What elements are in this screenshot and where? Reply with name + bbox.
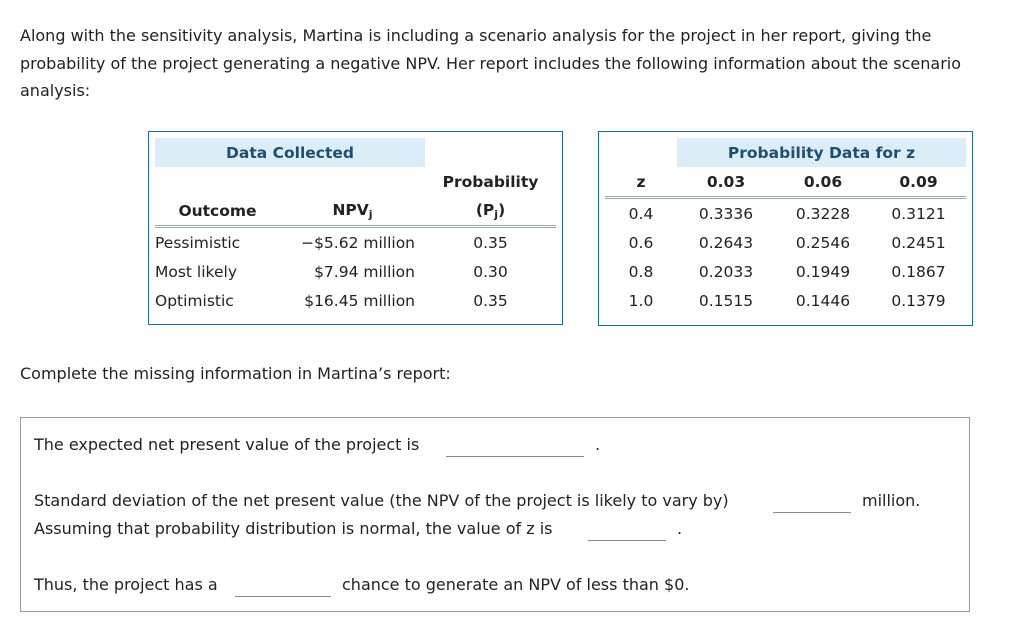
expected-npv-label: The expected net present value of the project is — [34, 435, 420, 454]
prob-cell: 0.3121 — [891, 204, 946, 223]
prob-cell: 0.2643 — [698, 233, 754, 252]
period: . — [677, 519, 683, 538]
prob-cell: 0.35 — [473, 291, 508, 310]
prob-cell: 0.1446 — [795, 291, 851, 310]
prob-cell: 0.2033 — [698, 262, 754, 281]
probability-label-b: chance to generate an NPV of less than $0. — [342, 575, 690, 594]
npv-cell: −$5.62 million — [301, 233, 415, 252]
table-row — [155, 228, 556, 257]
z-probability-panel — [598, 131, 973, 326]
z-value-line — [34, 519, 552, 538]
probability-blank[interactable] — [235, 596, 331, 597]
prob-cell: 0.30 — [473, 262, 508, 281]
table-row — [605, 199, 966, 228]
z-probability-table — [605, 138, 966, 315]
table-row — [155, 286, 556, 315]
z-cell: 0.4 — [628, 204, 654, 223]
z-cell: 1.0 — [628, 291, 654, 310]
z-header: z — [636, 172, 646, 191]
data-collected-table — [155, 138, 556, 315]
z-col-header: 0.06 — [803, 172, 843, 191]
prob-cell: 0.35 — [473, 233, 508, 252]
prob-cell: 0.1949 — [795, 262, 851, 281]
outcome-header: Outcome — [178, 201, 257, 220]
z-cell: 0.8 — [628, 262, 654, 281]
table-row — [605, 257, 966, 286]
probability-line — [34, 575, 218, 594]
z-col-header: 0.09 — [899, 172, 938, 191]
std-dev-label: Standard deviation of the net present value (the NPV of the project is likely to vary by) — [34, 491, 729, 510]
probability-label-a: Thus, the project has a — [34, 575, 218, 594]
z-cell: 0.6 — [628, 233, 654, 252]
prob-cell: 0.3228 — [795, 204, 851, 223]
z-value-label: Assuming that probability distribution is normal, the value of z is — [34, 519, 553, 538]
std-dev-blank[interactable] — [773, 512, 851, 513]
table-row — [605, 228, 966, 257]
data-collected-title: Data Collected — [155, 138, 425, 167]
expected-npv-blank[interactable] — [446, 456, 584, 457]
period: . — [595, 435, 601, 454]
million-label: million. — [862, 491, 921, 510]
z-table-title: Probability Data for z — [677, 138, 966, 167]
z-col-header: 0.03 — [706, 172, 746, 191]
intro-paragraph: Along with the sensitivity analysis, Martina is including a scenario analysis for the project in her report, giving the probability of the project generating a negative NPV. Her report includes the following information about the scenario analysis: — [20, 26, 962, 100]
outcome-cell: Pessimistic — [155, 233, 241, 252]
pj-header: $(P_j)$ — [475, 200, 506, 221]
prob-cell: 0.3336 — [698, 204, 754, 223]
outcome-cell: Most likely — [155, 262, 237, 281]
z-value-blank[interactable] — [588, 540, 666, 541]
npv-cell: $16.45 million — [304, 291, 415, 310]
table-row — [605, 286, 966, 315]
answer-box — [20, 417, 970, 612]
complete-prompt: Complete the missing information in Martina’s report: — [20, 364, 451, 383]
std-dev-line — [34, 491, 729, 510]
prob-cell: 0.1515 — [698, 291, 754, 310]
prob-cell: 0.1379 — [891, 291, 946, 310]
table-row — [155, 257, 556, 286]
prob-cell: 0.2451 — [891, 233, 946, 252]
npv-cell: $7.94 million — [314, 262, 415, 281]
prob-cell: 0.2546 — [795, 233, 851, 252]
npv-header: $NPV_j$ — [332, 200, 373, 221]
data-collected-panel — [148, 131, 563, 325]
prob-cell: 0.1867 — [891, 262, 946, 281]
expected-npv-line — [34, 435, 419, 454]
outcome-cell: Optimistic — [155, 291, 234, 310]
probability-header: Probability — [442, 172, 539, 191]
